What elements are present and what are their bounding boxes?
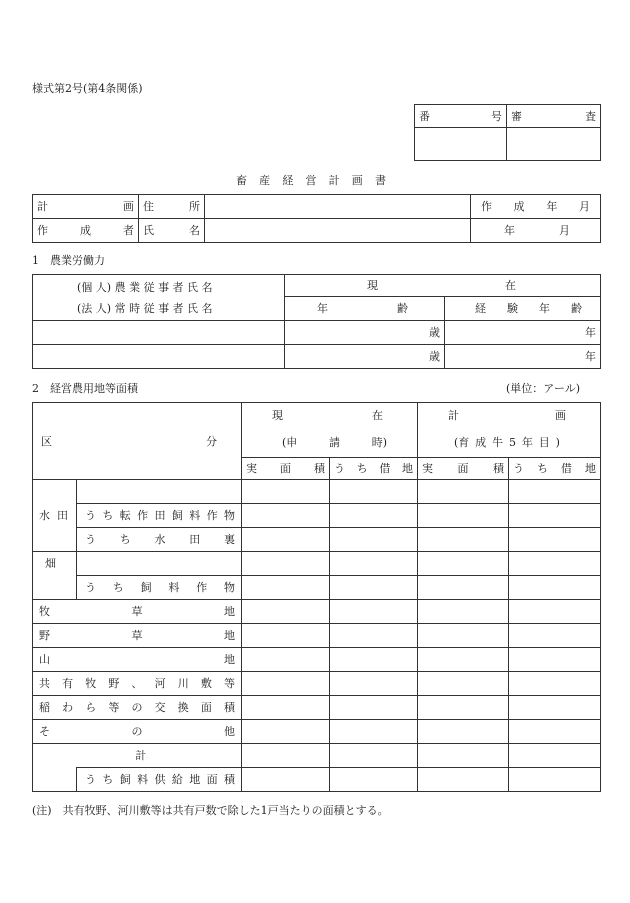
current-rented-header: う ち 借 地: [330, 458, 418, 480]
form-number: 様式第2号(第4条関係): [32, 82, 143, 95]
cell[interactable]: [509, 768, 601, 792]
cell[interactable]: [509, 672, 601, 696]
address-field[interactable]: [205, 195, 471, 219]
paddy-blank: [77, 480, 242, 504]
field-label: 畑: [33, 552, 77, 600]
number-label: 番 号: [419, 109, 502, 123]
cell[interactable]: [242, 528, 330, 552]
common-pasture-label: 共 有 牧 野 、 河 川 敷 等: [33, 672, 242, 696]
planner-table: [32, 194, 601, 243]
cell[interactable]: [242, 504, 330, 528]
cell[interactable]: [330, 504, 418, 528]
number-label-cell: [415, 105, 507, 128]
cell[interactable]: [509, 624, 601, 648]
plan-header: 計 画: [418, 403, 601, 428]
field-feed-crops-label: う ち 飼 料 作 物: [77, 576, 242, 600]
cell[interactable]: [418, 600, 509, 624]
forest-label: 山 地: [33, 648, 242, 672]
created-date-label: 作 成 年 月: [471, 195, 601, 219]
cell[interactable]: [242, 768, 330, 792]
cell[interactable]: [418, 480, 509, 504]
plan-actual-area-header: 実 面 積: [418, 458, 509, 480]
paddy-label: 水 田: [33, 480, 77, 552]
cell[interactable]: [330, 768, 418, 792]
total-label: 計: [77, 744, 242, 768]
cell[interactable]: [242, 744, 330, 768]
individual-label: (個 人) 農 業 従 事 者 氏 名: [77, 280, 213, 294]
cell[interactable]: [418, 648, 509, 672]
cell[interactable]: [242, 648, 330, 672]
application-time: (申 請 時): [242, 428, 418, 458]
cell[interactable]: [509, 504, 601, 528]
page-title: 畜 産 経 営 計 画 書: [236, 174, 386, 187]
paddy-back-label: う ち 水 田 裏: [77, 528, 242, 552]
cell[interactable]: [418, 720, 509, 744]
cell[interactable]: [418, 504, 509, 528]
cell[interactable]: [330, 552, 418, 576]
cell[interactable]: [418, 744, 509, 768]
review-box: [414, 104, 601, 161]
category-header: 区 分: [33, 403, 242, 480]
other-label: そ の 他: [33, 720, 242, 744]
cell[interactable]: [242, 696, 330, 720]
current-actual-area-header: 実 面 積: [242, 458, 330, 480]
planner-label-2: 作 成 者: [33, 219, 139, 243]
cell[interactable]: [418, 672, 509, 696]
field-blank: [77, 552, 242, 576]
name-label: 氏 名: [139, 219, 205, 243]
cell[interactable]: [418, 768, 509, 792]
cell[interactable]: [242, 672, 330, 696]
cell[interactable]: [242, 720, 330, 744]
review-value-cell[interactable]: [507, 128, 601, 161]
labor-table: [32, 274, 601, 369]
plan-year: (育 成 牛 5 年 目 ): [418, 428, 601, 458]
cell[interactable]: [330, 672, 418, 696]
age-field-2[interactable]: 歳: [285, 345, 445, 369]
cell[interactable]: [242, 600, 330, 624]
current-header: 現 在: [242, 403, 418, 428]
plan-rented-header: う ち 借 地: [509, 458, 601, 480]
cell[interactable]: [418, 552, 509, 576]
cell[interactable]: [330, 696, 418, 720]
cell[interactable]: [509, 480, 601, 504]
experience-field-1[interactable]: 年: [445, 321, 601, 345]
date-field[interactable]: 年 月: [471, 219, 601, 243]
cell[interactable]: [242, 552, 330, 576]
wild-grass-label: 野 草 地: [33, 624, 242, 648]
cell[interactable]: [330, 648, 418, 672]
age-header: 年 齢: [285, 297, 445, 321]
cell[interactable]: [330, 600, 418, 624]
cell[interactable]: [330, 576, 418, 600]
review-label-cell: [507, 105, 601, 128]
cell[interactable]: [418, 576, 509, 600]
name-field[interactable]: [205, 219, 471, 243]
cell[interactable]: [330, 624, 418, 648]
paddy-feed-crops-label: う ち 転 作 田 飼 料 作 物: [77, 504, 242, 528]
land-area-table: [32, 402, 601, 792]
cell[interactable]: [509, 648, 601, 672]
cell[interactable]: [509, 600, 601, 624]
worker-name-field-1[interactable]: [33, 321, 285, 345]
worker-name-header: [33, 275, 285, 321]
cell[interactable]: [330, 744, 418, 768]
corporate-label: (法 人) 常 時 従 事 者 氏 名: [77, 301, 213, 315]
cell[interactable]: [418, 696, 509, 720]
feed-supply-area-label: う ち 飼 料 供 給 地 面 積: [77, 768, 242, 792]
straw-exchange-label: 稲 わ ら 等 の 交 換 面 積: [33, 696, 242, 720]
current-header: 現 在: [285, 275, 601, 297]
address-label: 住 所: [139, 195, 205, 219]
cell[interactable]: [509, 552, 601, 576]
cell[interactable]: [242, 576, 330, 600]
review-label: 審 査: [511, 109, 596, 123]
cell[interactable]: [418, 624, 509, 648]
total-left: [33, 744, 77, 792]
number-value-cell[interactable]: [415, 128, 507, 161]
cell[interactable]: [509, 576, 601, 600]
experience-field-2[interactable]: 年: [445, 345, 601, 369]
age-field-1[interactable]: 歳: [285, 321, 445, 345]
cell[interactable]: [509, 696, 601, 720]
worker-name-field-2[interactable]: [33, 345, 285, 369]
section1-heading: 1 農業労働力: [32, 254, 105, 267]
cell[interactable]: [509, 744, 601, 768]
cell[interactable]: [242, 624, 330, 648]
cell[interactable]: [418, 528, 509, 552]
experience-header: 経 験 年 齢: [445, 297, 601, 321]
cell[interactable]: [509, 528, 601, 552]
planner-label-1: 計 画: [33, 195, 139, 219]
cell[interactable]: [330, 480, 418, 504]
cell[interactable]: [330, 720, 418, 744]
footnote: (注) 共有牧野、河川敷等は共有戸数で除した1戸当たりの面積とする。: [32, 804, 389, 817]
cell[interactable]: [242, 480, 330, 504]
unit-note: (単位：アール): [506, 382, 581, 395]
cell[interactable]: [509, 720, 601, 744]
cell[interactable]: [330, 528, 418, 552]
section2-heading: 2 経営農用地等面積: [32, 382, 138, 395]
pasture-label: 牧 草 地: [33, 600, 242, 624]
